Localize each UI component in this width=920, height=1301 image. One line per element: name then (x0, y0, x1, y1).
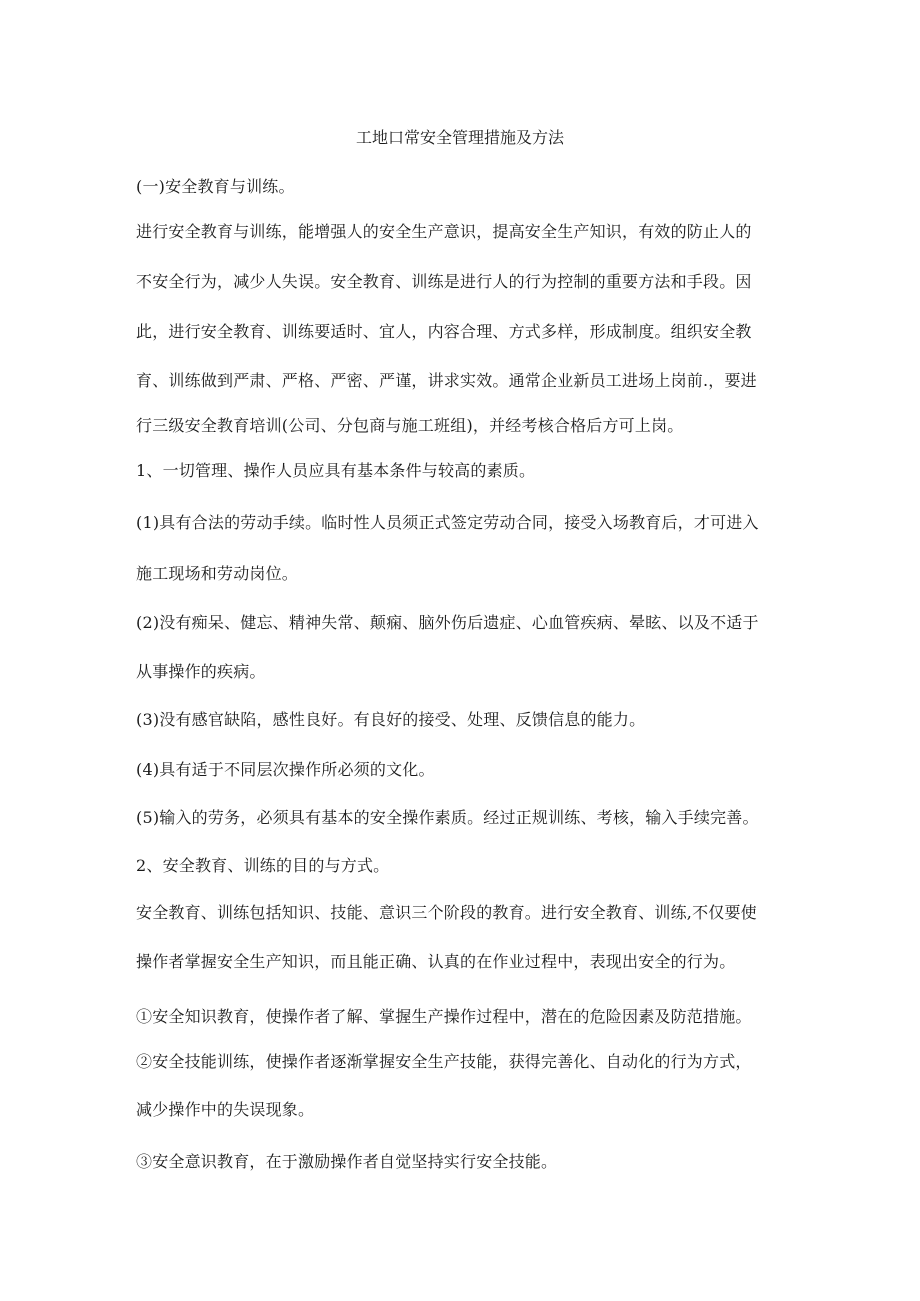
subsection-heading: 1、一切管理、操作人员应具有基本条件与较高的素质。 (136, 461, 536, 480)
list-item: ①安全知识教育，使操作者了解、掌握生产操作过程中，潜在的危险因素及防范措施。 (136, 1007, 752, 1026)
list-item-continued: 施工现场和劳动岗位。 (136, 564, 299, 583)
paragraph-line: 进行安全教育与训练，能增强人的安全生产意识，提高安全生产知识，有效的防止人的 (136, 222, 752, 241)
paragraph-line: 安全教育、训练包括知识、技能、意识三个阶段的教育。进行安全教育、训练,不仅要使 (136, 903, 757, 922)
paragraph-line: 操作者掌握安全生产知识，而且能正确、认真的在作业过程中，表现出安全的行为。 (136, 952, 736, 971)
list-item: (5)输入的劳务，必须具有基本的安全操作素质。经过正规训练、考核，输入手续完善。 (136, 808, 759, 827)
subsection-heading: 2、安全教育、训练的目的与方式。 (136, 856, 390, 875)
list-item: ②安全技能训练，使操作者逐渐掌握安全生产技能，获得完善化、自动化的行为方式， (136, 1052, 752, 1071)
list-item-continued: 从事操作的疾病。 (136, 662, 266, 681)
list-item: (4)具有适于不同层次操作所必须的文化。 (136, 760, 435, 779)
document-title: 工地口常安全管理措施及方法 (355, 128, 564, 147)
paragraph-line: 此，进行安全教育、训练要适时、宜人，内容合理、方式多样，形成制度。组织安全教 (136, 322, 752, 341)
list-item-continued: 减少操作中的失误现象。 (136, 1100, 315, 1119)
paragraph-line: 育、训练做到严肃、严格、严密、严谨，讲求实效。通常企业新员工进场上岗前.，要进 (136, 371, 757, 390)
section-heading: (一)安全教育与训练。 (136, 177, 295, 196)
list-item: ③安全意识教育，在于激励操作者自觉坚持实行安全技能。 (136, 1152, 558, 1171)
list-item: (3)没有感官缺陷，感性良好。有良好的接受、处理、反馈信息的能力。 (136, 710, 646, 729)
paragraph-line: 行三级安全教育培训(公司、分包商与施工班组)，并经考核合格后方可上岗。 (136, 416, 684, 435)
paragraph-line: 不安全行为，减少人失误。安全教育、训练是进行人的行为控制的重要方法和手段。因 (136, 272, 752, 291)
list-item: (1)具有合法的劳动手续。临时性人员须正式签定劳动合同，接受入场教育后，才可进入 (136, 513, 759, 532)
list-item: (2)没有痴呆、健忘、精神失常、颠痫、脑外伤后遗症、心血管疾病、晕眩、以及不适于 (136, 613, 759, 632)
